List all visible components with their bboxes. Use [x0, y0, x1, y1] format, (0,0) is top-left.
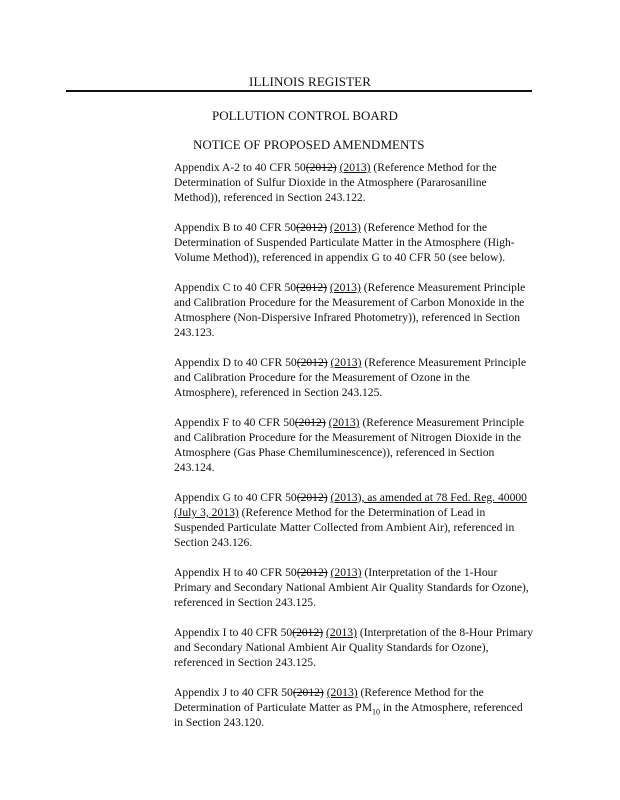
- deleted-text: (2012): [296, 281, 327, 294]
- entry-lead: Appendix F to 40 CFR 50: [174, 416, 295, 429]
- entry-text: (Interpretation of the 8-Hour Primary and Secondary National Ambient Air Quality Standards for Ozone), referenced in Section 243.125.: [174, 626, 534, 669]
- inserted-text: (2013): [328, 416, 360, 429]
- inserted-text: (2013), as amended at 78 Fed. Reg. 40000 (July 3, 2013): [174, 491, 527, 519]
- entry-text: (Reference Method for the Determination of Suspended Particulate Matter in the Atmosphere (High-Volume Method)), referenced in appendix G to 40 CFR 50 (see below).: [174, 221, 515, 264]
- inserted-text: (2013): [330, 566, 362, 579]
- entry-text: (Reference Method for the Determination of Lead in Suspended Particulate Matter Collected from Ambient Air), referenced in Section 243.126.: [174, 506, 515, 549]
- entry-lead: Appendix A-2 to 40 CFR 50: [174, 161, 306, 174]
- entry-lead: Appendix D to 40 CFR 50: [174, 356, 297, 369]
- entry-text: (Reference Measurement Principle and Calibration Procedure for the Measurement of Carbon Monoxide in the Atmosphere (Non-Dispersive Infrared Photometry)), referenced in Section 243.123.: [174, 281, 526, 339]
- register-title: ILLINOIS REGISTER: [249, 74, 371, 89]
- inserted-text: (2013): [326, 686, 358, 699]
- entry-lead: Appendix G to 40 CFR 50: [174, 491, 297, 504]
- inserted-text: (2013): [330, 356, 362, 369]
- deleted-text: (2012): [296, 356, 328, 369]
- entry-text: (Reference Method for the Determination of Sulfur Dioxide in the Atmosphere (Pararosaniline Method)), referenced in Section 243.122.: [174, 161, 497, 204]
- deleted-text: (2012): [292, 686, 324, 699]
- inserted-text: (2013): [339, 161, 371, 174]
- deleted-text: (2012): [296, 491, 328, 504]
- header-rule: [66, 90, 532, 92]
- entry-lead: Appendix B to 40 CFR 50: [174, 221, 297, 234]
- deleted-text: (2012): [305, 161, 337, 174]
- inserted-text: (2013): [329, 221, 361, 234]
- appendix-entry: [174, 490, 534, 550]
- entry-text: (Reference Method for the Determination of Particulate Matter as PM: [174, 686, 484, 714]
- agency-name: POLLUTION CONTROL BOARD: [212, 108, 398, 123]
- appendix-entry: [174, 355, 534, 400]
- appendix-entry: [174, 625, 534, 670]
- appendix-list: [174, 160, 534, 745]
- pm-subscript: 10: [372, 707, 381, 717]
- inserted-text: (2013): [329, 281, 361, 294]
- notice-title: NOTICE OF PROPOSED AMENDMENTS: [193, 137, 425, 152]
- appendix-entry: [174, 415, 534, 475]
- entry-lead: Appendix J to 40 CFR 50: [174, 686, 293, 699]
- deleted-text: (2012): [296, 566, 328, 579]
- entry-text: (Reference Measurement Principle and Calibration Procedure for the Measurement of Ozone in the Atmosphere), referenced in Section 243.125.: [174, 356, 526, 399]
- deleted-text: (2012): [292, 626, 324, 639]
- entry-lead: Appendix H to 40 CFR 50: [174, 566, 297, 579]
- entry-lead: Appendix I to 40 CFR 50: [174, 626, 293, 639]
- entry-text: (Reference Measurement Principle and Calibration Procedure for the Measurement of Nitrogen Dioxide in the Atmosphere (Gas Phase Chemiluminescence)), referenced in Section 243.124.: [174, 416, 525, 474]
- appendix-entry: [174, 160, 534, 205]
- inserted-text: (2013): [326, 626, 357, 639]
- entry-lead: Appendix C to 40 CFR 50: [174, 281, 297, 294]
- appendix-entry: [174, 220, 534, 265]
- entry-text: (Interpretation of the 1-Hour Primary and Secondary National Ambient Air Quality Standards for Ozone), referenced in Section 243.125.: [174, 566, 529, 609]
- appendix-entry: [174, 565, 534, 610]
- entry-text-continued: in the Atmosphere, referenced in Section 243.120.: [174, 701, 523, 729]
- appendix-entry: [174, 280, 534, 340]
- deleted-text: (2012): [296, 221, 327, 234]
- appendix-entry: [174, 685, 534, 730]
- deleted-text: (2012): [294, 416, 326, 429]
